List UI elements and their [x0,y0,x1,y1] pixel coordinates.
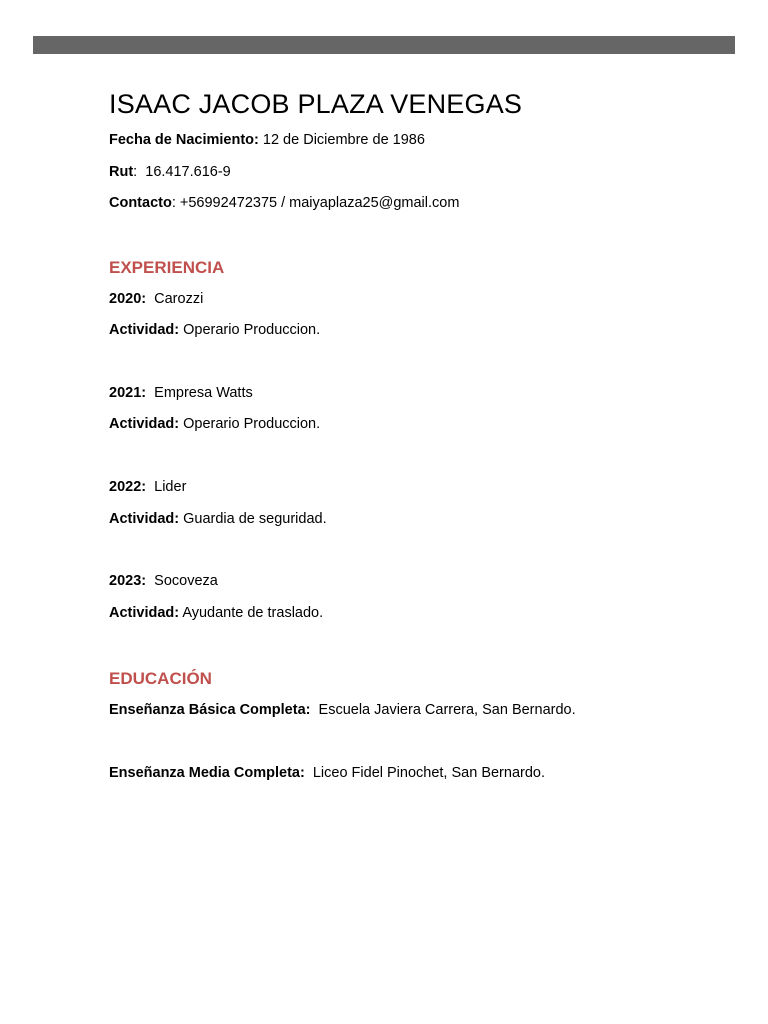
experience-year: 2021: [109,385,147,401]
contact-label: Contacto [109,195,172,211]
experience-activity-line [109,415,320,433]
activity-label: Actividad: [109,605,180,621]
activity-label: Actividad: [109,511,180,527]
experience-year: 2022: [109,479,147,495]
experience-company: Carozzi [146,291,204,307]
contact-line [109,194,459,212]
experience-activity-line [109,321,320,339]
experience-activity-line [109,510,327,528]
experience-year-line [109,384,253,402]
experience-activity-line [109,604,323,622]
education-item [109,764,545,782]
experience-company: Lider [146,479,187,495]
education-label: Enseñanza Básica Completa: [109,702,311,718]
experience-year-line [109,478,186,496]
person-name: ISAAC JACOB PLAZA VENEGAS [109,89,523,119]
rut-line [109,163,231,181]
education-value: Escuela Javiera Carrera, San Bernardo. [310,702,576,718]
experience-year: 2023: [109,573,147,589]
experience-company: Socoveza [146,573,218,589]
header-bar [33,36,735,54]
rut-value: : 16.417.616-9 [133,164,231,180]
education-value: Liceo Fidel Pinochet, San Bernardo. [304,765,545,781]
education-item [109,701,576,719]
experience-company: Empresa Watts [146,385,253,401]
activity-label: Actividad: [109,322,180,338]
experience-year-line [109,572,218,590]
contact-value: : +56992472375 / maiyaplaza25@gmail.com [171,195,460,211]
experience-year-line [109,290,203,308]
activity-value: Operario Produccion. [179,322,321,338]
experience-year: 2020: [109,291,147,307]
experience-section-title: EXPERIENCIA [109,258,225,277]
birth-date-value: 12 de Diciembre de 1986 [258,132,425,148]
activity-value: Guardia de seguridad. [179,511,327,527]
rut-label: Rut [109,164,134,180]
education-section-title: EDUCACIÓN [109,669,212,688]
birth-date-line [109,131,425,149]
education-label: Enseñanza Media Completa: [109,765,305,781]
activity-label: Actividad: [109,416,180,432]
activity-value: Ayudante de traslado. [179,605,324,621]
birth-date-label: Fecha de Nacimiento: [109,132,259,148]
activity-value: Operario Produccion. [179,416,321,432]
